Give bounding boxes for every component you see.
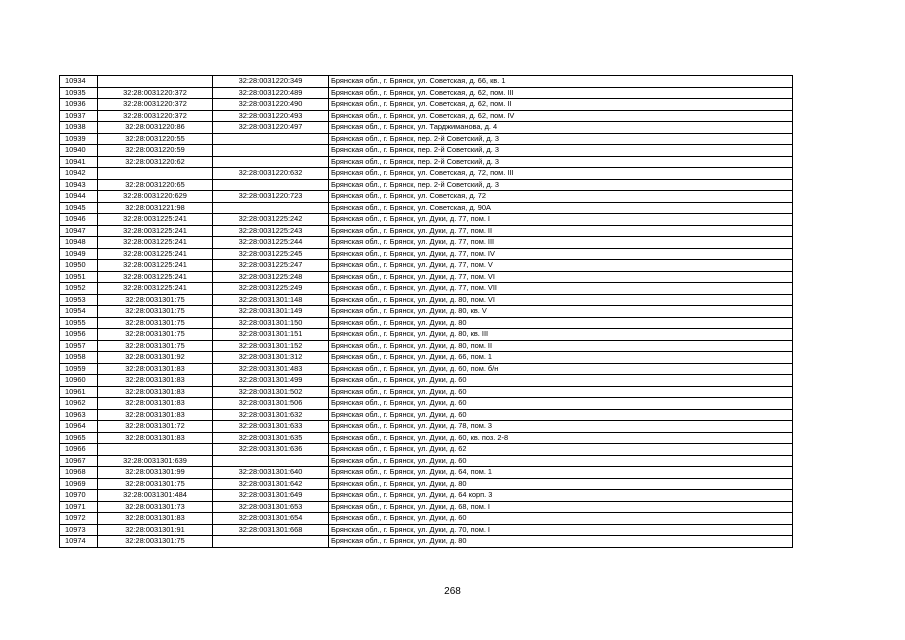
address-cell: Брянская обл., г. Брянск, ул. Дуки, д. 78, пом. 3 [329, 421, 793, 433]
record-number-cell: 10955 [60, 317, 98, 329]
address-cell: Брянская обл., г. Брянск, ул. Советская, д. 90А [329, 202, 793, 214]
page-number: 268 [444, 586, 461, 597]
table-row [60, 352, 793, 364]
table-row [60, 214, 793, 226]
cadastral-number-cell: 32:28:0031220:632 [213, 168, 329, 180]
cadastral-number-cell: 32:28:0031301:668 [213, 524, 329, 536]
address-cell: Брянская обл., г. Брянск, ул. Дуки, д. 80 [329, 536, 793, 548]
cadastral-number-cell: 32:28:0031220:489 [213, 87, 329, 99]
parent-cadastral-number-cell: 32:28:0031301:75 [98, 294, 213, 306]
address-cell: Брянская обл., г. Брянск, ул. Советская, д. 62, пом. III [329, 87, 793, 99]
table-row [60, 455, 793, 467]
cadastral-number-cell: 32:28:0031301:653 [213, 501, 329, 513]
table-row [60, 87, 793, 99]
address-cell: Брянская обл., г. Брянск, ул. Дуки, д. 64, пом. 1 [329, 467, 793, 479]
parent-cadastral-number-cell: 32:28:0031301:99 [98, 467, 213, 479]
parent-cadastral-number-cell [98, 444, 213, 456]
table-row [60, 225, 793, 237]
cadastral-number-cell: 32:28:0031220:497 [213, 122, 329, 134]
record-number-cell: 10968 [60, 467, 98, 479]
record-number-cell: 10941 [60, 156, 98, 168]
record-number-cell: 10964 [60, 421, 98, 433]
record-number-cell: 10956 [60, 329, 98, 341]
parent-cadastral-number-cell: 32:28:0031225:241 [98, 225, 213, 237]
cadastral-number-cell: 32:28:0031301:642 [213, 478, 329, 490]
address-cell: Брянская обл., г. Брянск, ул. Дуки, д. 60, пом. б/н [329, 363, 793, 375]
record-number-cell: 10945 [60, 202, 98, 214]
address-cell: Брянская обл., г. Брянск, ул. Дуки, д. 80 [329, 478, 793, 490]
record-number-cell: 10949 [60, 248, 98, 260]
record-number-cell: 10959 [60, 363, 98, 375]
cadastral-number-cell: 32:28:0031301:150 [213, 317, 329, 329]
record-number-cell: 10962 [60, 398, 98, 410]
parent-cadastral-number-cell: 32:28:0031301:73 [98, 501, 213, 513]
cadastral-number-cell: 32:28:0031225:243 [213, 225, 329, 237]
table-row [60, 524, 793, 536]
record-number-cell: 10944 [60, 191, 98, 203]
parent-cadastral-number-cell: 32:28:0031220:629 [98, 191, 213, 203]
table-row [60, 363, 793, 375]
table-row [60, 133, 793, 145]
parent-cadastral-number-cell: 32:28:0031220:65 [98, 179, 213, 191]
table-row [60, 329, 793, 341]
record-number-cell: 10946 [60, 214, 98, 226]
parent-cadastral-number-cell: 32:28:0031225:241 [98, 248, 213, 260]
record-number-cell: 10948 [60, 237, 98, 249]
address-cell: Брянская обл., г. Брянск, ул. Дуки, д. 60 [329, 409, 793, 421]
address-cell: Брянская обл., г. Брянск, ул. Дуки, д. 77, пом. I [329, 214, 793, 226]
table-row [60, 191, 793, 203]
address-cell: Брянская обл., г. Брянск, ул. Дуки, д. 62 [329, 444, 793, 456]
record-number-cell: 10938 [60, 122, 98, 134]
cadastral-number-cell [213, 455, 329, 467]
address-cell: Брянская обл., г. Брянск, пер. 2-й Советский, д. 3 [329, 145, 793, 157]
address-cell: Брянская обл., г. Брянск, ул. Дуки, д. 60 [329, 386, 793, 398]
parent-cadastral-number-cell: 32:28:0031220:55 [98, 133, 213, 145]
record-number-cell: 10960 [60, 375, 98, 387]
parent-cadastral-number-cell: 32:28:0031220:86 [98, 122, 213, 134]
parent-cadastral-number-cell: 32:28:0031301:83 [98, 398, 213, 410]
table-row [60, 248, 793, 260]
parent-cadastral-number-cell: 32:28:0031220:372 [98, 87, 213, 99]
record-number-cell: 10942 [60, 168, 98, 180]
cadastral-number-cell [213, 133, 329, 145]
record-number-cell: 10947 [60, 225, 98, 237]
address-cell: Брянская обл., г. Брянск, пер. 2-й Советский, д. 3 [329, 133, 793, 145]
table-row [60, 340, 793, 352]
parent-cadastral-number-cell: 32:28:0031220:372 [98, 99, 213, 111]
table-row [60, 409, 793, 421]
address-cell: Брянская обл., г. Брянск, ул. Дуки, д. 77, пом. III [329, 237, 793, 249]
parent-cadastral-number-cell: 32:28:0031301:75 [98, 317, 213, 329]
cadastral-number-cell: 32:28:0031301:632 [213, 409, 329, 421]
record-number-cell: 10966 [60, 444, 98, 456]
cadastral-number-cell: 32:28:0031225:249 [213, 283, 329, 295]
record-number-cell: 10937 [60, 110, 98, 122]
parent-cadastral-number-cell: 32:28:0031301:83 [98, 386, 213, 398]
table-row [60, 421, 793, 433]
cadastral-number-cell: 32:28:0031301:149 [213, 306, 329, 318]
parent-cadastral-number-cell: 32:28:0031301:75 [98, 478, 213, 490]
cadastral-number-cell: 32:28:0031225:245 [213, 248, 329, 260]
record-number-cell: 10957 [60, 340, 98, 352]
table-body [60, 76, 793, 548]
table-row [60, 260, 793, 272]
table-row [60, 271, 793, 283]
parent-cadastral-number-cell: 32:28:0031225:241 [98, 283, 213, 295]
address-cell: Брянская обл., г. Брянск, ул. Дуки, д. 80, кв. V [329, 306, 793, 318]
record-number-cell: 10951 [60, 271, 98, 283]
cadastral-number-cell: 32:28:0031225:244 [213, 237, 329, 249]
table-row [60, 490, 793, 502]
record-number-cell: 10973 [60, 524, 98, 536]
address-cell: Брянская обл., г. Брянск, ул. Дуки, д. 60 [329, 375, 793, 387]
cadastral-number-cell: 32:28:0031220:490 [213, 99, 329, 111]
record-number-cell: 10961 [60, 386, 98, 398]
address-cell: Брянская обл., г. Брянск, ул. Дуки, д. 66, пом. 1 [329, 352, 793, 364]
address-cell: Брянская обл., г. Брянск, ул. Дуки, д. 60 [329, 398, 793, 410]
cadastral-number-cell: 32:28:0031301:502 [213, 386, 329, 398]
table-row [60, 294, 793, 306]
table-row [60, 432, 793, 444]
address-cell: Брянская обл., г. Брянск, ул. Дуки, д. 60 [329, 455, 793, 467]
address-cell: Брянская обл., г. Брянск, ул. Дуки, д. 80, пом. II [329, 340, 793, 352]
parent-cadastral-number-cell: 32:28:0031301:83 [98, 513, 213, 525]
parent-cadastral-number-cell: 32:28:0031220:62 [98, 156, 213, 168]
address-cell: Брянская обл., г. Брянск, ул. Дуки, д. 64 корп. 3 [329, 490, 793, 502]
table-row [60, 237, 793, 249]
table-row [60, 156, 793, 168]
table-row [60, 179, 793, 191]
table-row [60, 202, 793, 214]
record-number-cell: 10936 [60, 99, 98, 111]
property-table [59, 75, 793, 548]
parent-cadastral-number-cell: 32:28:0031301:72 [98, 421, 213, 433]
cadastral-number-cell: 32:28:0031301:635 [213, 432, 329, 444]
table-row [60, 168, 793, 180]
cadastral-number-cell: 32:28:0031301:312 [213, 352, 329, 364]
record-number-cell: 10939 [60, 133, 98, 145]
table-row [60, 317, 793, 329]
record-number-cell: 10974 [60, 536, 98, 548]
address-cell: Брянская обл., г. Брянск, ул. Советская, д. 72 [329, 191, 793, 203]
parent-cadastral-number-cell: 32:28:0031221:98 [98, 202, 213, 214]
record-number-cell: 10967 [60, 455, 98, 467]
record-number-cell: 10972 [60, 513, 98, 525]
address-cell: Брянская обл., г. Брянск, ул. Советская, д. 66, кв. 1 [329, 76, 793, 88]
address-cell: Брянская обл., г. Брянск, ул. Дуки, д. 77, пом. II [329, 225, 793, 237]
table-row [60, 306, 793, 318]
record-number-cell: 10954 [60, 306, 98, 318]
cadastral-number-cell: 32:28:0031225:248 [213, 271, 329, 283]
address-cell: Брянская обл., г. Брянск, ул. Тарджиманова, д. 4 [329, 122, 793, 134]
table-row [60, 444, 793, 456]
table-row [60, 513, 793, 525]
parent-cadastral-number-cell: 32:28:0031225:241 [98, 214, 213, 226]
record-number-cell: 10934 [60, 76, 98, 88]
address-cell: Брянская обл., г. Брянск, ул. Дуки, д. 77, пом. VI [329, 271, 793, 283]
parent-cadastral-number-cell: 32:28:0031301:92 [98, 352, 213, 364]
cadastral-number-cell: 32:28:0031301:483 [213, 363, 329, 375]
cadastral-number-cell: 32:28:0031301:148 [213, 294, 329, 306]
parent-cadastral-number-cell: 32:28:0031301:83 [98, 432, 213, 444]
parent-cadastral-number-cell: 32:28:0031301:484 [98, 490, 213, 502]
table-row [60, 478, 793, 490]
address-cell: Брянская обл., г. Брянск, ул. Дуки, д. 77, пом. V [329, 260, 793, 272]
parent-cadastral-number-cell [98, 76, 213, 88]
parent-cadastral-number-cell: 32:28:0031225:241 [98, 237, 213, 249]
parent-cadastral-number-cell: 32:28:0031301:75 [98, 340, 213, 352]
table-row [60, 76, 793, 88]
record-number-cell: 10969 [60, 478, 98, 490]
address-cell: Брянская обл., г. Брянск, ул. Дуки, д. 80, кв. III [329, 329, 793, 341]
cadastral-number-cell: 32:28:0031301:152 [213, 340, 329, 352]
address-cell: Брянская обл., г. Брянск, ул. Дуки, д. 80, пом. VI [329, 294, 793, 306]
table-row [60, 145, 793, 157]
table-row [60, 467, 793, 479]
parent-cadastral-number-cell: 32:28:0031220:59 [98, 145, 213, 157]
record-number-cell: 10952 [60, 283, 98, 295]
table-row [60, 110, 793, 122]
parent-cadastral-number-cell: 32:28:0031225:241 [98, 260, 213, 272]
table-row [60, 536, 793, 548]
address-cell: Брянская обл., г. Брянск, ул. Советская, д. 72, пом. III [329, 168, 793, 180]
cadastral-number-cell [213, 156, 329, 168]
record-number-cell: 10950 [60, 260, 98, 272]
parent-cadastral-number-cell: 32:28:0031301:639 [98, 455, 213, 467]
cadastral-number-cell: 32:28:0031301:633 [213, 421, 329, 433]
table-row [60, 501, 793, 513]
cadastral-number-cell [213, 145, 329, 157]
record-number-cell: 10963 [60, 409, 98, 421]
cadastral-number-cell: 32:28:0031301:499 [213, 375, 329, 387]
table-row [60, 375, 793, 387]
record-number-cell: 10943 [60, 179, 98, 191]
cadastral-number-cell: 32:28:0031225:247 [213, 260, 329, 272]
parent-cadastral-number-cell: 32:28:0031301:83 [98, 409, 213, 421]
cadastral-number-cell: 32:28:0031225:242 [213, 214, 329, 226]
address-cell: Брянская обл., г. Брянск, ул. Дуки, д. 60 [329, 513, 793, 525]
address-cell: Брянская обл., г. Брянск, ул. Дуки, д. 77, пом. IV [329, 248, 793, 260]
record-number-cell: 10953 [60, 294, 98, 306]
parent-cadastral-number-cell: 32:28:0031301:75 [98, 306, 213, 318]
cadastral-number-cell: 32:28:0031301:151 [213, 329, 329, 341]
table-row [60, 398, 793, 410]
record-number-cell: 10965 [60, 432, 98, 444]
cadastral-number-cell [213, 536, 329, 548]
address-cell: Брянская обл., г. Брянск, пер. 2-й Советский, д. 3 [329, 156, 793, 168]
table-row [60, 283, 793, 295]
parent-cadastral-number-cell: 32:28:0031301:83 [98, 375, 213, 387]
address-cell: Брянская обл., г. Брянск, ул. Дуки, д. 70, пом. I [329, 524, 793, 536]
record-number-cell: 10970 [60, 490, 98, 502]
address-cell: Брянская обл., г. Брянск, ул. Дуки, д. 60, кв. поз. 2-8 [329, 432, 793, 444]
address-cell: Брянская обл., г. Брянск, ул. Дуки, д. 80 [329, 317, 793, 329]
cadastral-number-cell: 32:28:0031220:723 [213, 191, 329, 203]
cadastral-number-cell [213, 202, 329, 214]
cadastral-number-cell: 32:28:0031301:640 [213, 467, 329, 479]
cadastral-number-cell: 32:28:0031301:636 [213, 444, 329, 456]
record-number-cell: 10971 [60, 501, 98, 513]
address-cell: Брянская обл., г. Брянск, ул. Дуки, д. 77, пом. VII [329, 283, 793, 295]
parent-cadastral-number-cell: 32:28:0031301:83 [98, 363, 213, 375]
parent-cadastral-number-cell: 32:28:0031301:91 [98, 524, 213, 536]
cadastral-number-cell: 32:28:0031220:493 [213, 110, 329, 122]
parent-cadastral-number-cell: 32:28:0031220:372 [98, 110, 213, 122]
cadastral-number-cell: 32:28:0031301:506 [213, 398, 329, 410]
table-row [60, 99, 793, 111]
record-number-cell: 10940 [60, 145, 98, 157]
parent-cadastral-number-cell: 32:28:0031301:75 [98, 329, 213, 341]
parent-cadastral-number-cell: 32:28:0031301:75 [98, 536, 213, 548]
cadastral-number-cell: 32:28:0031301:649 [213, 490, 329, 502]
table-row [60, 386, 793, 398]
parent-cadastral-number-cell [98, 168, 213, 180]
cadastral-number-cell: 32:28:0031301:654 [213, 513, 329, 525]
table-row [60, 122, 793, 134]
address-cell: Брянская обл., г. Брянск, ул. Дуки, д. 68, пом. I [329, 501, 793, 513]
cadastral-number-cell: 32:28:0031220:349 [213, 76, 329, 88]
address-cell: Брянская обл., г. Брянск, пер. 2-й Советский, д. 3 [329, 179, 793, 191]
cadastral-number-cell [213, 179, 329, 191]
address-cell: Брянская обл., г. Брянск, ул. Советская, д. 62, пом. II [329, 99, 793, 111]
record-number-cell: 10935 [60, 87, 98, 99]
address-cell: Брянская обл., г. Брянск, ул. Советская, д. 62, пом. IV [329, 110, 793, 122]
record-number-cell: 10958 [60, 352, 98, 364]
parent-cadastral-number-cell: 32:28:0031225:241 [98, 271, 213, 283]
